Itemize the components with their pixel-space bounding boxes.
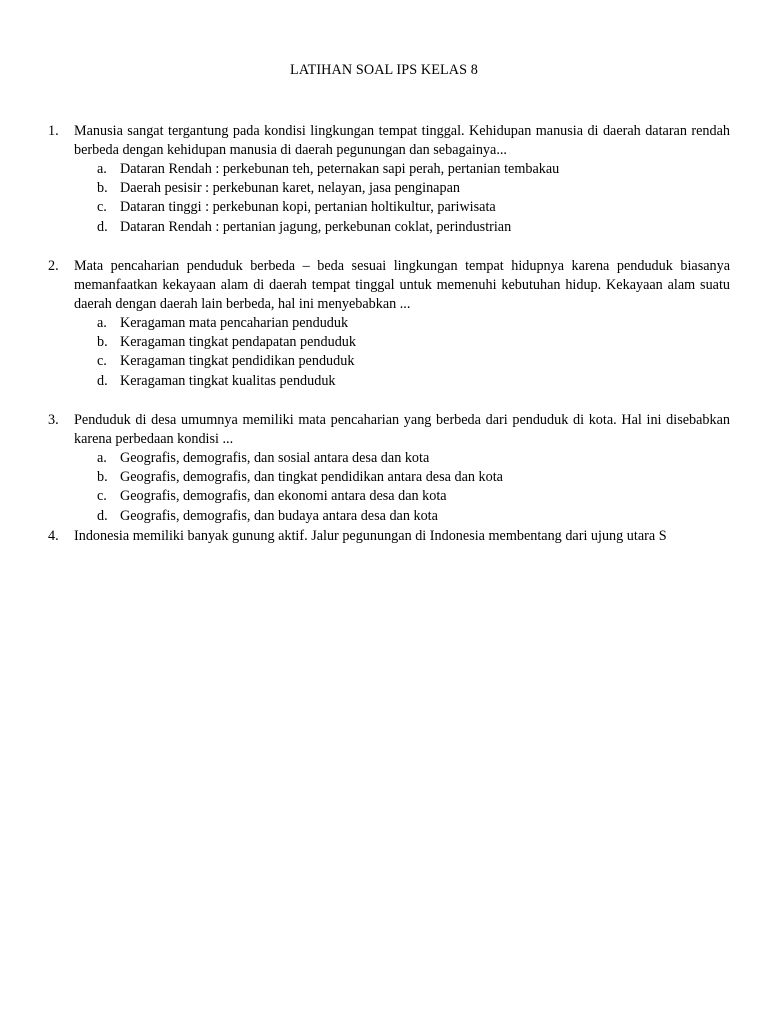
- option-a: [48, 314, 730, 333]
- option-letter: d.: [97, 507, 108, 524]
- option-text: Dataran Rendah : perkebunan teh, peternakan sapi perah, pertanian tembakau: [120, 161, 560, 177]
- document-title: LATIHAN SOAL IPS KELAS 8: [290, 62, 478, 78]
- option-a: [48, 449, 730, 468]
- option-d: [48, 507, 730, 526]
- question-2: [48, 257, 730, 391]
- option-list: [48, 449, 730, 526]
- option-text: Keragaman mata pencaharian penduduk: [120, 315, 349, 331]
- option-d: [48, 372, 730, 391]
- option-text: Dataran tinggi : perkebunan kopi, pertanian holtikultur, pariwisata: [120, 199, 496, 216]
- question-number: 3.: [48, 412, 59, 428]
- option-letter: b.: [97, 469, 108, 486]
- option-b: [48, 333, 730, 352]
- question-text: Indonesia memiliki banyak gunung aktif. Jalur pegunungan di Indonesia membentang dari ujung utara S: [74, 528, 667, 544]
- option-list: [48, 160, 730, 237]
- option-letter: b.: [97, 334, 108, 351]
- option-text: Geografis, demografis, dan tingkat pendidikan antara desa dan kota: [120, 469, 503, 486]
- option-text: Dataran Rendah : pertanian jagung, perkebunan coklat, perindustrian: [120, 218, 512, 235]
- question-number: 1.: [48, 123, 59, 139]
- option-text: Daerah pesisir : perkebunan karet, nelayan, jasa penginapan: [120, 180, 460, 197]
- option-letter: c.: [97, 199, 107, 216]
- question-number: 2.: [48, 258, 59, 274]
- option-c: [48, 352, 730, 371]
- question-text: Manusia sangat tergantung pada kondisi lingkungan tempat tinggal. Kehidupan manusia di daerah dataran rendah berbeda dengan kehidupan manusia di daerah pegunungan dan sebagainya...: [74, 123, 730, 158]
- option-letter: d.: [97, 218, 108, 235]
- option-letter: a.: [97, 161, 107, 177]
- option-text: Keragaman tingkat kualitas penduduk: [120, 372, 336, 389]
- option-b: [48, 468, 730, 487]
- option-letter: a.: [97, 315, 107, 331]
- option-list: [48, 314, 730, 391]
- option-letter: c.: [97, 353, 107, 370]
- question-number: 4.: [48, 528, 59, 544]
- option-letter: a.: [97, 450, 107, 466]
- option-text: Geografis, demografis, dan sosial antara desa dan kota: [120, 450, 430, 466]
- option-a: [48, 160, 730, 179]
- question-4: [48, 527, 730, 546]
- question-text: Mata pencaharian penduduk berbeda – beda sesuai lingkungan tempat hidupnya karena penduduk biasanya memanfaatkan kekayaan alam di daerah tempat tinggal untuk memenuhi kebutuhan hidup. Kekayaan alam suatu daerah dengan daerah lain berbeda, hal ini menyebabkan ...: [74, 258, 730, 312]
- option-d: [48, 218, 730, 237]
- option-text: Keragaman tingkat pendapatan penduduk: [120, 334, 356, 351]
- question-1: [48, 122, 730, 237]
- option-letter: b.: [97, 180, 108, 197]
- option-letter: d.: [97, 372, 108, 389]
- option-text: Geografis, demografis, dan ekonomi antara desa dan kota: [120, 488, 447, 505]
- question-3: [48, 411, 730, 526]
- question-text: Penduduk di desa umumnya memiliki mata pencaharian yang berbeda dari penduduk di kota. Hal ini disebabkan karena perbedaan kondisi ...: [74, 412, 730, 447]
- option-text: Geografis, demografis, dan budaya antara desa dan kota: [120, 507, 438, 524]
- option-c: [48, 198, 730, 217]
- option-text: Keragaman tingkat pendidikan penduduk: [120, 353, 355, 370]
- option-b: [48, 179, 730, 198]
- option-letter: c.: [97, 488, 107, 505]
- option-c: [48, 487, 730, 506]
